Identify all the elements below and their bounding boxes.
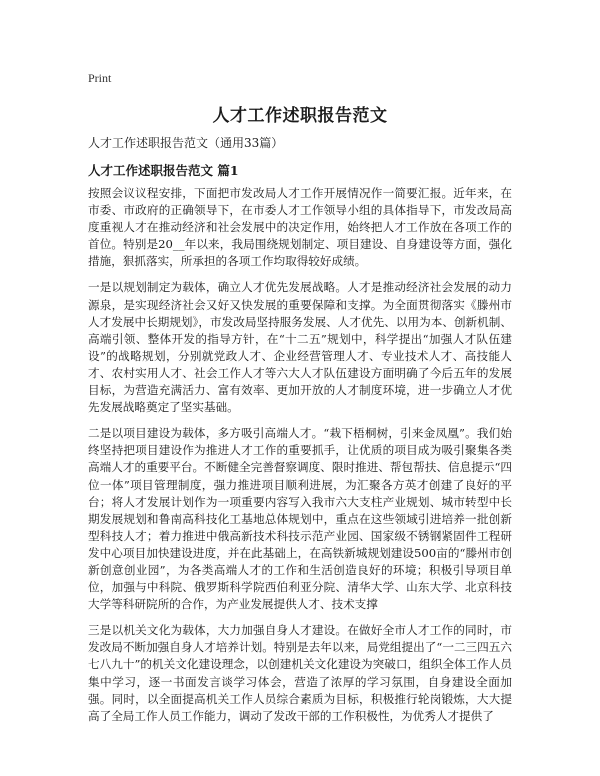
print-label[interactable]: Print bbox=[88, 71, 112, 85]
paragraph-4: 三是以机关文化为载体，大力加强自身人才建设。在做好全市人才工作的同时，市发改局不断加强自身人才培养计划。特别是去年以来，局党组提出了“一二三四五六七八九十”的机关文化建设理念，以创建机关文化建设为突破口，组织全体工作人员集中学习，逐一书面发言谈学习体会，营造了浓厚的学习氛围，自身建设全面加强。同时，以全面提高机关工作人员综合素质为目标，积极推行轮岗锻炼，大大提高了全局工作人员工作能力，调动了发改干部的工作积极性，为优秀人才提供了 bbox=[88, 623, 512, 723]
document-title: 人才工作述职报告范文 bbox=[212, 106, 388, 126]
document-subtitle: 人才工作述职报告范文（通用33篇） bbox=[88, 136, 284, 150]
paragraph-2: 一是以规划制定为载体，确立人才优先发展战略。人才是推动经济社会发展的动力源泉，是实现经济社会又好又快发展的重要保障和支撑。为全面贯彻落实《滕州市人才发展中长期规划》，市发改局坚持服务发展、人才优先、以用为本、创新机制、高端引领、整体开发的指导方针，在“十二五”规划中，科学提出“加强人才队伍建设”的战略规划，分别就党政人才、企业经营管理人才、专业技术人才、高技能人才、农村实用人才、社会工作人才等六大人才队伍建设方面明确了今后五年的发展目标，为营造充满活力、富有效率、更加开放的人才制度环境，进一步确立人才优先发展战略奠定了坚实基础。 bbox=[88, 280, 512, 415]
paragraph-1: 按照会议议程安排，下面把市发改局人才工作开展情况作一简要汇报。近年来，在市委、市政府的正确领导下，在市委人才工作领导小组的具体指导下，市发改局高度重视人才在推动经济和社会发展中的决定作用，始终把人才工作放在各项工作的首位。特别是20__年以来，我局围绕规划制定、项目建设、自身建设等方面，强化措施，狠抓落实，所承担的各项工作均取得较好成绩。 bbox=[88, 186, 512, 269]
paragraph-3: 二是以项目建设为载体，多方吸引高端人才。“栽下梧桐树，引来金凤凰”。我们始终坚持把项目建设作为推进人才工作的重要抓手，让优质的项目成为吸引聚集各类高端人才的重要平台。不断健全完善督察调度、限时推进、帮包帮扶、信息提示“四位一体”项目管理制度，强力推进项目顺利进展，为汇聚各方英才创建了良好的平台；将人才发展计划作为一项重要内容写入我市六大支柱产业规划、城市转型中长期发展规划和鲁南高科技化工基地总体规划中，重点在这些领域引进培养一批创新型科技人才；着力推进中俄高新技术科技示范产业园、国家级不锈钢紧固件工程研发中心项目加快建设进度，并在此基础上，在高铁新城规划建设500亩的“滕州市创新创意创业园”，为各类高端人才的工作和生活创造良好的环境；积极引导项目单位，加强与中科院、俄罗斯科学院西伯利亚分院、清华大学、山东大学、北京科技大学等科研院所的合作，为产业发展提供人才、技术支撑 bbox=[88, 426, 512, 612]
document-body bbox=[88, 185, 512, 734]
section-heading: 人才工作述职报告范文 篇1 bbox=[88, 163, 239, 178]
